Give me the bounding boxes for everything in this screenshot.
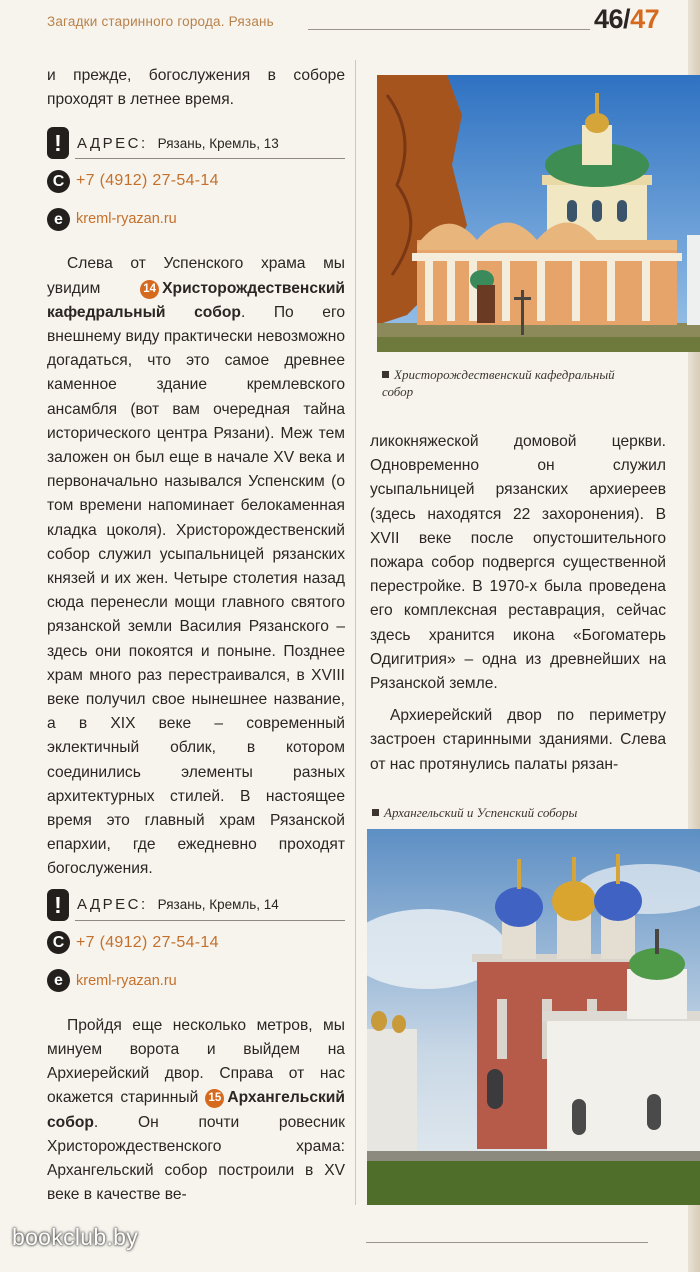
right-paragraph-2: Архиерейский двор по периметру застроен старинными зданиями. Слева от нас протянулись палаты рязан- xyxy=(370,707,666,773)
cathedrals-illustration xyxy=(367,829,700,1205)
header-rule xyxy=(308,29,590,30)
page-number-right: 47 xyxy=(630,4,660,34)
phone-number[interactable]: +7 (4912) 27-54-14 xyxy=(76,172,219,190)
right-column xyxy=(370,430,666,777)
intro-paragraph: и прежде, богослужения в соборе проходят в летнее время. xyxy=(47,67,345,109)
archangel-paragraph xyxy=(47,1014,345,1208)
exclamation-icon: ! xyxy=(47,889,69,921)
website-row-1 xyxy=(47,200,345,238)
page-number-left: 46 xyxy=(594,4,624,34)
left-column xyxy=(47,64,345,1207)
web-icon: e xyxy=(47,208,70,231)
address-label: АДРЕС: xyxy=(77,134,148,152)
phone-icon: C xyxy=(47,170,70,193)
photo2-caption-text: Архангельский и Успенский соборы xyxy=(384,805,578,820)
web-icon: e xyxy=(47,969,70,992)
sight-name-15: Архангельский собор xyxy=(47,1089,345,1131)
caption-bullet-icon xyxy=(372,809,379,816)
caption-bullet-icon xyxy=(382,371,389,378)
column-divider xyxy=(355,60,356,1205)
para1-lead: Слева от Успенского храма мы увидим xyxy=(47,255,345,297)
website-link[interactable]: kreml-ryazan.ru xyxy=(76,211,177,228)
sight-marker-15: 15 xyxy=(205,1089,224,1108)
running-header: Загадки старинного города. Рязань xyxy=(47,14,274,29)
right-paragraph-1: ликокняжеской домовой церкви. Одновременно он служил усыпальницей рязанских архиереев (здесь находятся 22 захоронения). В XVII веке после опустошительного пожара собор подвергся существенной перестройке. В 1970-х была проведена его комплексная реставрация, сейчас здесь хранится икона «Богоматерь Одигитрия» – одна из древнейших на Рязанской земле. xyxy=(370,433,666,693)
footer-rule xyxy=(366,1242,648,1243)
photo2-caption xyxy=(372,804,682,821)
phone-row-2 xyxy=(47,924,345,962)
photo1-caption xyxy=(382,366,622,400)
page-numbers: 46/47 xyxy=(594,4,660,34)
address-value: Рязань, Кремль, 13 xyxy=(157,135,279,151)
sight-name-14: Христорождественский кафедральный собор xyxy=(47,279,345,321)
photo1-caption-text: Христорождественский кафедральный собор xyxy=(382,367,615,399)
para2-body: . Он почти ровесник Христорождественского храма: Архангельский собор построили в XV веке в качестве ве- xyxy=(47,1113,345,1204)
website-link[interactable]: kreml-ryazan.ru xyxy=(76,972,177,989)
address-row-1 xyxy=(47,124,345,162)
para1-body: . По его внешнему виду практически невозможно догадаться, что это самое древнее каменное здание кремлевского ансамбля (вот вам очередная тайна исторического центра Рязани). Меж тем заложен он был еще в начале XV века и первоначально назывался Успенским (о том времени напоминает белокаменная кладка цоколя). Христорождественский собор служил усыпальницей рязанских князей и их жен. Четыре столетия назад сюда перенесли мощи главного святого рязанской земли Василия Рязанского – здесь они покоятся и поныне. Позднее храм много раз перестраивался, в XVIII веке получил свое нынешнее название, а в XIX веке – современный эклектичный облик, в котором соединились элементы разных архитектурных стилей. В настоящее время это главный храм Рязанской епархии, где ежедневно проходят богослужения. xyxy=(47,303,345,878)
phone-row-1 xyxy=(47,162,345,200)
cathedral-paragraph xyxy=(47,252,345,881)
website-row-2 xyxy=(47,962,345,1000)
watermark: bookclub.by xyxy=(12,1224,139,1250)
address-value: Рязань, Кремль, 14 xyxy=(157,897,279,913)
phone-number[interactable]: +7 (4912) 27-54-14 xyxy=(76,933,219,951)
sight-marker-14: 14 xyxy=(140,280,159,299)
address-row-2 xyxy=(47,886,345,924)
photo-nativity-cathedral xyxy=(377,75,700,352)
photo-archangel-cathedrals xyxy=(367,829,700,1205)
exclamation-icon: ! xyxy=(47,127,69,159)
cathedral-illustration xyxy=(377,75,700,352)
address-label: АДРЕС: xyxy=(77,896,148,914)
para2-lead: Пройдя еще несколько метров, мы минуем ворота и выйдем на Архиерейский двор. Справа от нас окажется старинный xyxy=(47,1016,345,1107)
phone-icon: C xyxy=(47,931,70,954)
